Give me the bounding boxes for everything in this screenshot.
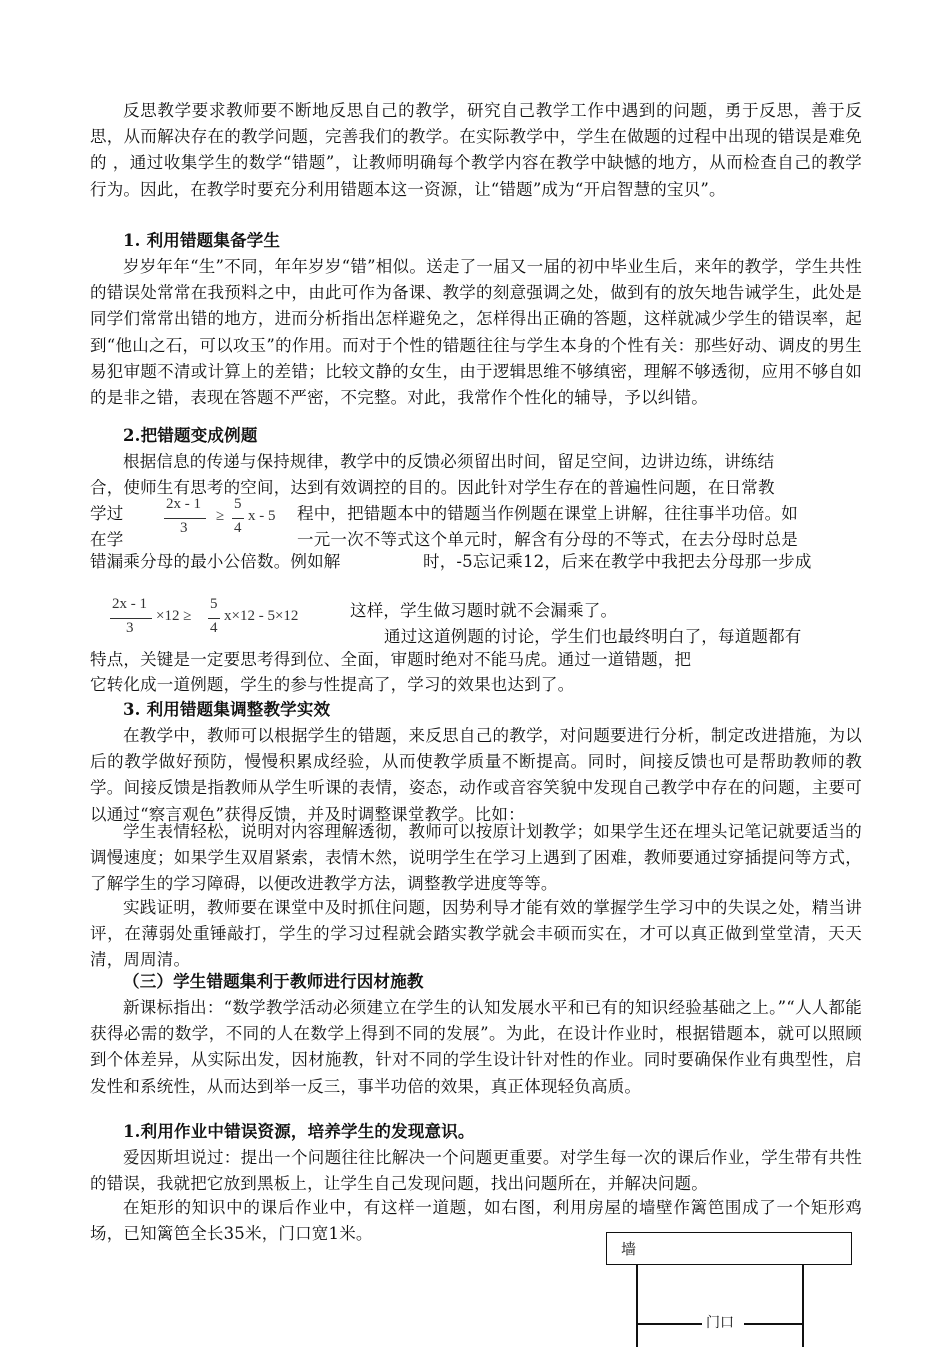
formula2-mid: ×12 ≥: [156, 608, 192, 624]
fence-left: [636, 1265, 638, 1347]
fence-bottom-right: [744, 1323, 804, 1325]
formula2-fraction-bar: [110, 618, 152, 619]
paragraph-einstein: 爱因斯坦说过：提出一个问题往往比解决一个问题更重要。对学生每一次的课后作业，学生带有共性的错误，我就把它放到黑板上，让学生自己发现问题，找出问题所在，并解决问题。: [90, 1148, 862, 1194]
formula2-numerator-2: 5: [210, 596, 218, 612]
paragraph-feedback-l6: 这样，学生做习题时就不会漏乘了。: [350, 601, 618, 620]
heading-errors-to-examples: 2.把错题变成例题: [123, 426, 258, 445]
paragraph-rectangle-problem: 在矩形的知识中的课后作业中，有这样一道题，如右图，利用房屋的墙壁作篱笆围成了一个矩形鸡场，已知篱笆全长35米，门口宽1米。: [90, 1198, 862, 1244]
paragraph-feedback-l2: 合，使师生有思考的空间，达到有效调控的目的。因此针对学生存在的普遍性问题，在日常教: [90, 478, 775, 497]
formula-denominator: 3: [180, 520, 188, 536]
door-label: 门口: [706, 1312, 734, 1332]
heading-error-resources: 1.利用作业中错误资源，培养学生的发现意识。: [123, 1122, 475, 1141]
fence-bottom-left: [636, 1323, 702, 1325]
paragraph-feedback-l4b: 一元一次不等式这个单元时，解含有分母的不等式，在去分母时总是: [297, 530, 798, 549]
paragraph-feedback-l8: 特点，关键是一定要思考得到位、全面，审题时绝对不能马虎。通过一道错题，把: [90, 650, 692, 669]
wall-box: [606, 1232, 852, 1265]
cleared-denominator-formula: [110, 596, 350, 646]
inequality-formula: [160, 496, 295, 546]
formula-relation: ≥: [216, 508, 225, 524]
formula2-numerator: 2x - 1: [112, 596, 147, 612]
formula2-tail: x×12 - 5×12: [224, 608, 299, 624]
wall-label: 墙: [621, 1240, 637, 1258]
formula2-denominator: 3: [126, 620, 134, 636]
paragraph-feedback-l3a: 学过: [90, 504, 124, 523]
formula-denominator-2: 4: [234, 520, 242, 536]
paragraph-curriculum: 新课标指出：“数学教学活动必须建立在学生的认知发展水平和已有的知识经验基础之上。”“人人都能获得必需的数学，不同的人在数学上得到不同的发展”。为此，在设计作业时，根据错题本，就可以照顾到个体差异，从实际出发，因材施教，针对不同的学生设计针对性的作业。同时要确保作业有典型性，启发性和系统性，从而达到举一反三，事半功倍的效果，真正体现轻负高质。: [90, 998, 862, 1096]
paragraph-common-errors: 岁岁年年“生”不同，年年岁岁“错”相似。送走了一届又一届的初中毕业生后，来年的教学，学生共性的错误处常常在我预料之中，由此可作为备课、教学的刻意强调之处，做到有的放矢地告诫学生，此处是同学们常常出错的地方，进而分析指出怎样避免之，怎样得出正确的答题，这样就减少学生的错误率，起到“他山之石，可以攻玉”的作用。而对于个性的错题往往与学生本身的个性有关：那些好动、调皮的男生易犯审题不清或计算上的差错；比较文静的女生，由于逻辑思维不够缜密，理解不够透彻，应用不够自如的是非之错，表现在答题不严密，不完整。对此，我常作个性化的辅导，予以纠错。: [90, 257, 862, 408]
heading-adjust-teaching: 3. 利用错题集调整教学实效: [123, 700, 331, 719]
chicken-coop-diagram: [606, 1232, 856, 1344]
paragraph-feedback-l9: 它转化成一道例题，学生的参与性提高了，学习的效果也达到了。: [90, 675, 575, 694]
paragraph-expressions: 学生表情轻松，说明对内容理解透彻，教师可以按原计划教学；如果学生还在埋头记笔记就要适当的调慢速度；如果学生双眉紧索，表情木然，说明学生在学习上遇到了困难，教师要通过穿插提问等方式，了解学生的学习障碍，以便改进教学方法，调整教学进度等等。: [90, 822, 862, 894]
fraction-bar-2: [232, 518, 244, 519]
fraction-bar: [164, 518, 206, 519]
heading-individualized: （三）学生错题集利于教师进行因材施教: [123, 972, 424, 991]
paragraph-reflection: 在教学中，教师可以根据学生的错题，来反思自己的教学，对问题要进行分析，制定改进措施，为以后的教学做好预防，慢慢积累成经验，从而使教学质量不断提高。同时，间接反馈也可是帮助教师的教学。间接反馈是指教师从学生听课的表情，姿态，动作或音容笑貌中发现自己教学中存在的问题，主要可以通过“察言观色”获得反馈，并及时调整课堂教学。比如：: [90, 726, 862, 824]
formula-tail: x - 5: [248, 508, 276, 524]
paragraph-feedback-l5b: 时，-5忘记乘12，后来在教学中我把去分母那一步成: [423, 552, 812, 571]
paragraph-practice: 实践证明，教师要在课堂中及时抓住问题，因势利导才能有效的掌握学生学习中的失误之处，精当讲评，在薄弱处重锤敲打，学生的学习过程就会踏实教学就会丰硕而实在，才可以真正做到堂堂清，天天清，周周清。: [90, 898, 862, 970]
formula-numerator: 2x - 1: [166, 496, 201, 512]
formula2-fraction-bar-2: [208, 618, 220, 619]
paragraph-feedback-l4a: 在学: [90, 530, 124, 549]
paragraph-feedback-l5a: 错漏乘分母的最小公倍数。例如解: [90, 552, 341, 571]
paragraph-feedback-l7: 通过这道例题的讨论，学生们也最终明白了，每道题都有: [384, 627, 802, 646]
fence-right: [802, 1265, 804, 1347]
formula2-denominator-2: 4: [210, 620, 218, 636]
heading-prepare-students: 1. 利用错题集备学生: [123, 231, 281, 250]
intro-paragraph: 反思教学要求教师要不断地反思自己的教学，研究自己教学工作中遇到的问题，勇于反思，善于反思，从而解决存在的教学问题，完善我们的教学。在实际教学中，学生在做题的过程中出现的错误是难免的 ，通过收集学生的数学“错题”，让教师明确每个教学内容在教学中缺憾的地方，从而检查自己的教学行为。因此，在教学时要充分利用错题本这一资源，让“错题”成为“开启智慧的宝贝”。: [90, 101, 862, 199]
paragraph-feedback-l3b: 程中，把错题本中的错题当作例题在课堂上讲解，往往事半功倍。如: [297, 504, 798, 523]
formula-numerator-2: 5: [234, 496, 242, 512]
paragraph-feedback-l1: 根据信息的传递与保持规律，教学中的反馈必须留出时间，留足空间，边讲边练，讲练结: [123, 452, 775, 471]
